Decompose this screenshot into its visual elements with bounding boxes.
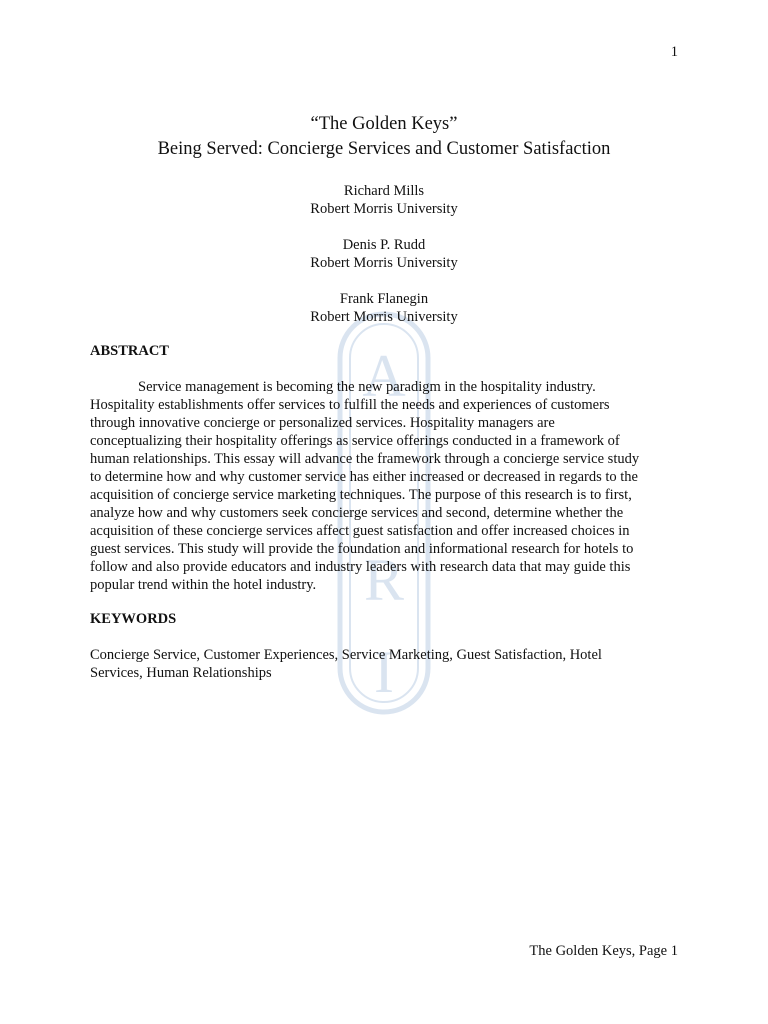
title-block bbox=[0, 112, 768, 162]
author-name: Richard Mills bbox=[343, 183, 425, 199]
author-affiliation: Robert Morris University bbox=[310, 201, 458, 217]
abstract-text: Service management is becoming the new paradigm in the hospitality industry. Hospitality establishments offer services to fulfill the needs and experiences of customers through innovative concierge or personalized services. Hospitality managers are conceptualizing their hospitality offerings as service offerings conducted in a framework of human relationships. This essay will advance the framework through a concierge service study to determine how and why customer service has either increased or decreased in regards to the acquisition of concierge service marketing techniques. The purpose of this research is to first, analyze how and why customers seek concierge services and second, determine whether the acquisition of these concierge services affect guest satisfaction and offer increased choices in guest services. This study will provide the foundation and informational research for hotels to follow and also provide educators and industry leaders with research data that may guide this popular trend within the hotel industry. bbox=[90, 379, 640, 593]
watermark-letter-i: I bbox=[374, 639, 394, 705]
author-affiliation: Robert Morris University bbox=[310, 255, 458, 271]
page-footer: The Golden Keys, Page 1 bbox=[529, 943, 678, 959]
author-block bbox=[0, 236, 768, 272]
paper-title-line-2: Being Served: Concierge Services and Customer Satisfaction bbox=[157, 139, 611, 159]
watermark-letter-r: R bbox=[363, 547, 405, 613]
author-affiliation: Robert Morris University bbox=[310, 309, 458, 325]
abstract-heading: ABSTRACT bbox=[90, 343, 169, 359]
page-number: 1 bbox=[670, 44, 678, 60]
author-name: Frank Flanegin bbox=[339, 291, 429, 307]
author-name: Denis P. Rudd bbox=[342, 237, 426, 253]
watermark-letter-a: A bbox=[362, 343, 406, 409]
paper-title-line-1: “The Golden Keys” bbox=[310, 114, 458, 134]
keywords-text: Concierge Service, Customer Experiences, Service Marketing, Guest Satisfaction, Hotel Services, Human Relationships bbox=[90, 647, 602, 681]
keywords-heading: KEYWORDS bbox=[90, 611, 177, 627]
author-list bbox=[0, 182, 768, 344]
author-block bbox=[0, 182, 768, 218]
author-block bbox=[0, 290, 768, 326]
